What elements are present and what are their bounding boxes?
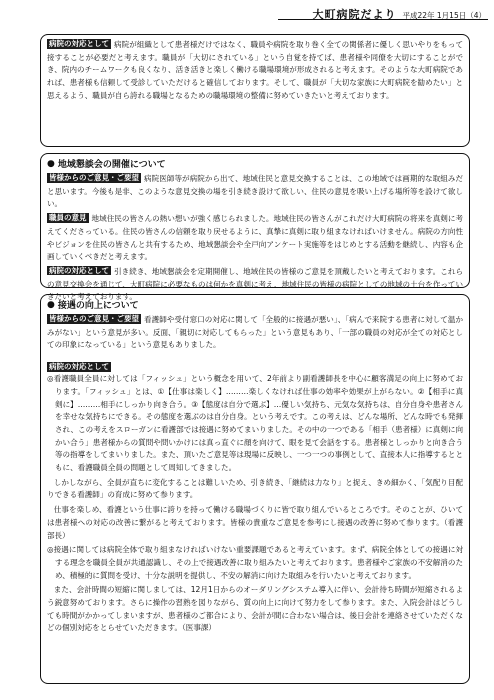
customer-service-heading xyxy=(47,298,463,311)
service-opinion-paragraph xyxy=(47,314,463,352)
hospital-response-box xyxy=(40,34,470,147)
opinion-tag: 皆様からのご意見・ご要望 xyxy=(49,173,139,182)
staff-opinion-tag: 職員の意見 xyxy=(49,213,87,223)
customer-service-section xyxy=(40,294,470,684)
newsletter-title: 大町病院だより xyxy=(312,8,397,21)
bullet-icon: ● xyxy=(47,158,55,169)
nursing-response-paragraph: ◎看護職員全員に対しては「フィッシュ」という概念を用いて、2年前より副看護師長を中心に顧客満足の向上に努めております。「フィッシュ」とは、①【仕事は楽しく】………楽しくなければ仕事の効率や効果が上がらない。②【相手に真剣に】………相手にしっかり向き合う。③【態度は自分で選ぶ】…優しい気持ち、元気な気持ちは、自分自身や患者さんを幸せな気持ちにできる。その態度を選ぶのは自分自身。という考えです。この考えは、どんな場所、どんな時でも発揮され、この考えをスローガンに看護部では接遇に努めてまいりました。その中の一つである「相手（患者様）に真剣に向かい合う」患者様からの質問や問いかけには真っ直ぐに顔を向けて、眼を見て会話をする。患者様としっかりと向き合う等の指導をしてまいりました。また、頂いたご意見等は現場に反映し、一つ一つの事例として、直接本人に指導するとともに、看護職員全員の問題として周知してきました。 xyxy=(47,374,463,473)
opinion-paragraph xyxy=(47,173,463,211)
header-divider xyxy=(278,19,488,20)
hospital-response-tag: 病院の対応として xyxy=(49,39,109,48)
issue-date: 平成22年 1月15日（4） xyxy=(402,11,486,20)
nursing-continuation-paragraph: しかしながら、全員が直ちに変化することは難しいため、引き続き、「継続は力なり」と捉え、きめ細かく、「気配り目配りできる看護師」の育成に努めて参ります。 xyxy=(47,477,463,500)
hospital-response-paragraph xyxy=(47,39,463,103)
hospital-wide-paragraph: ◎接遇に関しては病院全体で取り組まなければいけない重要課題であると考えています。まず、病院全体としての接遇に対する理念を職員全員が共通認識し、その上で接遇改善に取り組みたいと考えております。患者様やご家族の不安解消のため、積極的に質問を受け、十分な説明を提供し、不安の解消に向けた取組みを行いたいと考えております。 xyxy=(47,545,463,580)
bullet-icon: ● xyxy=(47,299,55,310)
service-opinion-tag: 皆様からのご意見・ご要望 xyxy=(49,314,139,323)
nursing-closing-paragraph: 仕事を楽しめ、看護という仕事に誇りを持って働ける職場づくりに皆で取り組んでいるところです。そのことが、ひいては患者様への対応の改善に繋がると考えております。皆様の貴重なご意見を参考にし接遇の改善に努めて参ります。（看護部長） xyxy=(47,505,463,540)
hospital-response-text: 病院が組織として患者様だけではなく、職員や病院を取り巻く全ての関係者に優しく思いやりをもって接することが必要だと考えます。職員が「大切にされている」という自覚を持てば、患者様や同僚を大切にすることができ、院内のチームワークも良くなり、活き活きと楽しく働ける職場環境が形成されると考えます。そのような大町病院であれば、患者様も信頼して受診していただけると確信しております。そして、職員が「大切な家族に大町病院を勧めたい」と思えるよう、職員が自ら誇れる職場となるための職場環境の整備に努めていきたいと考えております。 xyxy=(47,40,463,100)
service-response-tag: 病院の対応として xyxy=(49,362,109,372)
response-text: 引き続き、地域懇談会を定期開催し、地域住民の皆様のご意見を頂戴したいと考えております。これらの意見交換会を通じて、大町病院に必要なものは何かを真剣に考え、地域住民の皆様の病院としての地域の土台を作っていきたいと考えております。 xyxy=(47,266,463,302)
customer-service-title: 接遇の向上について xyxy=(57,301,139,311)
billing-paragraph: また、会計時間の短縮に関しましては、12月1日からのオーダリングシステム導入に伴い、会計待ち時間が短縮されるよう鋭意努めております。さらに操作の習熟を図りながら、質の向上に向けて努力をして参ります。また、入院会計はどうしても時間がかかってしまいますが、患者様のご都合により、会計が間に合わない場合は、後日会計を連絡させていただくなどの個別対応をとらせていただきます。（医事課） xyxy=(47,585,463,633)
response-tag: 病院の対応として xyxy=(49,265,109,275)
staff-opinion-paragraph xyxy=(47,213,463,264)
service-opinion-text: 看護師や受付窓口の対応に関して「全般的に接遇が悪い」、「病んで来院する患者に対して温かみがない」という意見が多い。反面、「親切に対応してもらった」という意見もあり、「一部の職員の対応が全ての対応としての印象になっている」という意見もありました。 xyxy=(47,315,463,350)
opinion-text: 病院医師等が病院から出て、地域住民と意見交換することは、この地域では画期的な取組みだと思います。今後も是非、このような意見交換の場を引き続き設けて欲しい、住民の意見を吸い上げる場所等を設けて欲しい。 xyxy=(47,174,463,209)
staff-opinion-text: 地域住民の皆さんの熱い想いが強く感じられました。地域住民の皆さんがこれだけ大町病院の将来を真剣に考えてくださっている。住民の皆さんの信頼を取り戻せるように、真摯に真剣に取り組まなければいけません。病院の方向性やビジョンを住民の皆さんと共有するため、地域懇談会や全戸向アンケート実施等をはじめとする活動を継続し、内容も企画していくべきだと考えます。 xyxy=(47,214,463,262)
community-meeting-section xyxy=(40,153,470,302)
community-meeting-heading xyxy=(47,157,463,170)
community-meeting-title: 地域懇談会の開催について xyxy=(57,160,166,170)
